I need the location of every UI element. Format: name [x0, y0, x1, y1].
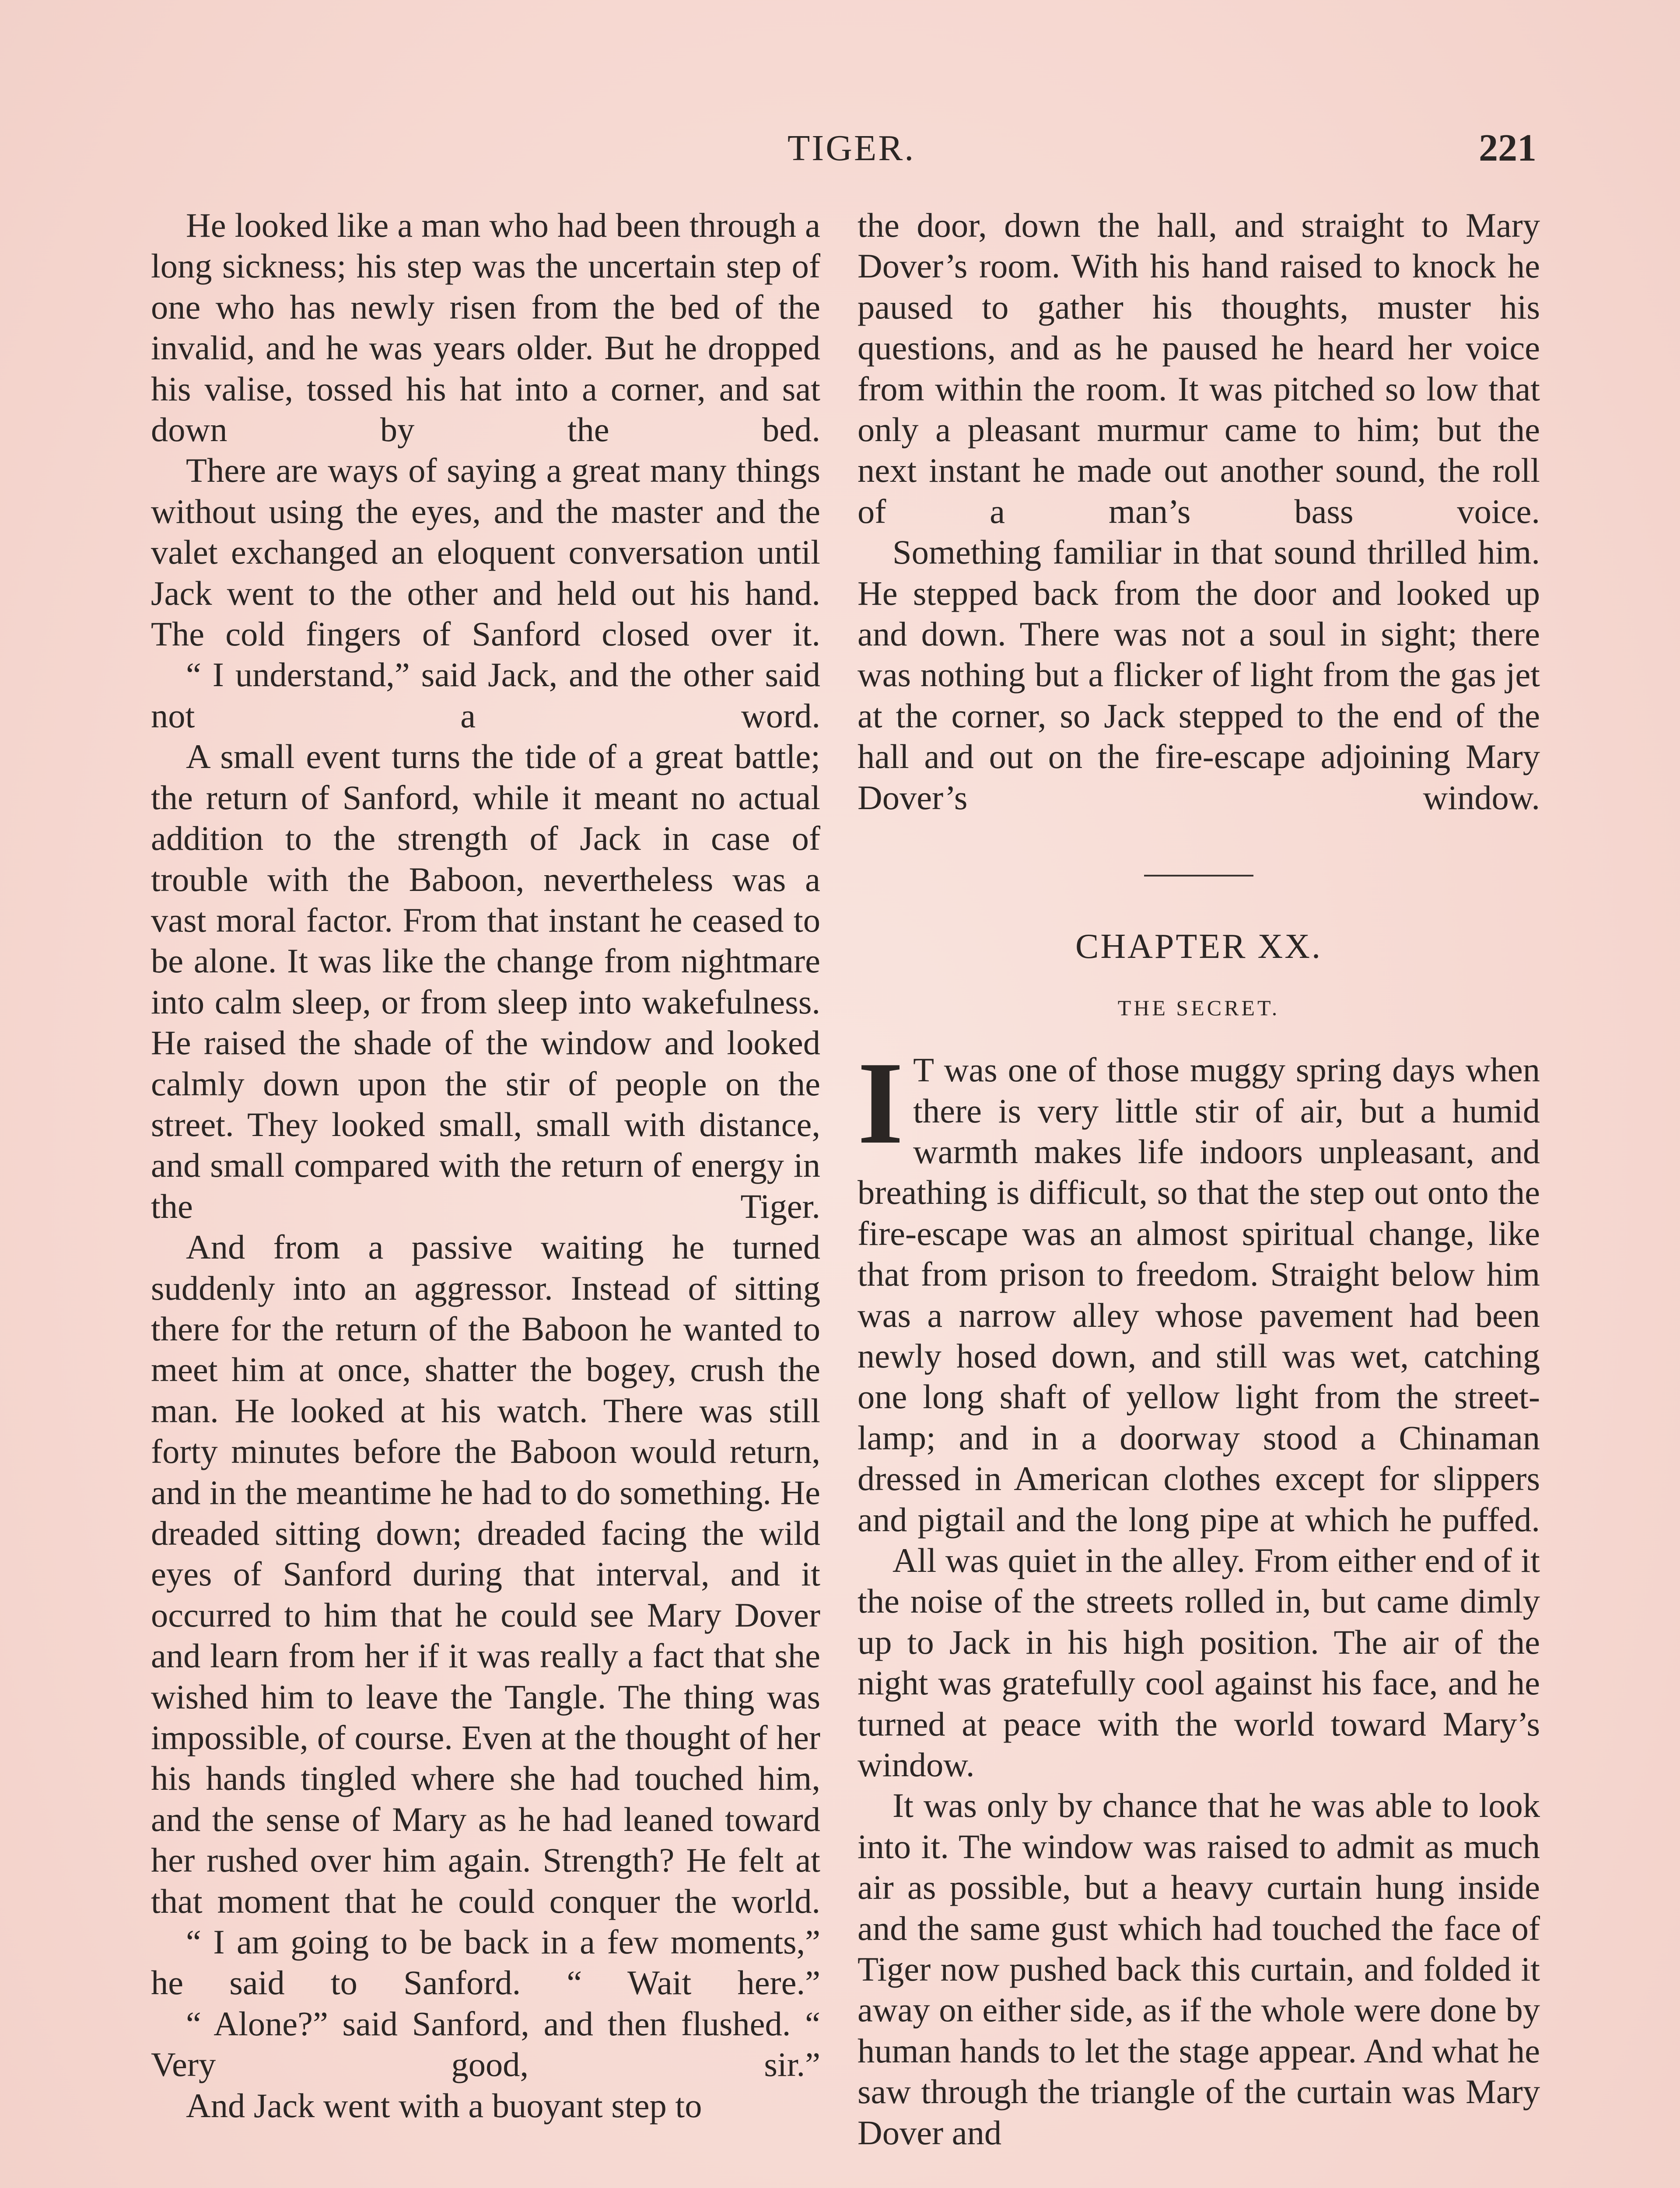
- paragraph: All was quiet in the alley. From either end of it the noise of the streets rolled in, but came dimly up to Jack in his high position. The air of the night was gratefully cool against his face, and he turned at peace with the world toward Mary’s window.: [858, 1541, 1540, 1784]
- chapter-title: CHAPTER XX.: [1075, 927, 1323, 966]
- paragraph: “ I understand,” said Jack, and the other said not a word.: [151, 656, 820, 735]
- paragraph: There are ways of saying a great many things without using the eyes, and the master and the valet exchanged an eloquent conversation until Jack went to the other and held out his hand. The cold fingers of Sanford closed over it.: [151, 451, 820, 653]
- drop-cap: I: [858, 1038, 904, 1169]
- chapter-opening-paragraph: [858, 1038, 1540, 1540]
- page-number: 221: [1479, 127, 1536, 169]
- chapter-body: [858, 1038, 1540, 2153]
- paragraph: the door, down the hall, and straight to Mary Dover’s room. With his hand raised to knock he paused to gather his thoughts, muster his questions, and as he paused he heard her voice from within the room. It was pitched so low that only a pleasant murmur came to him; but the next instant he made out another sound, the roll of a man’s bass voice.: [858, 206, 1540, 530]
- running-head: TIGER.: [788, 128, 916, 168]
- paragraph: “ I am going to be back in a few moments,” he said to Sanford. “ Wait here.”: [151, 1923, 820, 2002]
- paragraph: He looked like a man who had been through a long sickness; his step was the uncertain step of one who has newly risen from the bed of the invalid, and he was years older. But he dropped his valise, tossed his hat into a corner, and sat down by the bed.: [151, 206, 820, 449]
- left-column: [151, 205, 820, 2126]
- paragraph: “ Alone?” said Sanford, and then flushed. “ Very good, sir.”: [151, 2004, 820, 2084]
- paragraph: And Jack went with a buoyant step to: [186, 2086, 702, 2125]
- opening-text: T was one of those muggy spring days when there is very little stir of air, but a humid warmth makes life indoors unpleasant, and breathing is difficult, so that the step out onto the fire-escape was an almost spiritual change, like that from prison to freedom. Straight below him was a narrow alley whose pavement had been newly hosed down, and still was wet, catching one long shaft of yellow light from the street-lamp; and in a doorway stood a Chinaman dressed in American clothes except for slippers and pigtail and the long pipe at which he puffed.: [858, 1051, 1540, 1539]
- chapter-subtitle: THE SECRET.: [1117, 996, 1280, 1020]
- paragraph: And from a passive waiting he turned suddenly into an aggressor. Instead of sitting there for the return of the Baboon he wanted to meet him at once, shatter the bogey, crush the man. He looked at his watch. There was still forty minutes before the Baboon would return, and in the meantime he had to do something. He dreaded sitting down; dreaded facing the wild eyes of Sanford during that interval, and it occurred to him that he could see Mary Dover and learn from her if it was really a fact that she wished him to leave the Tangle. The thing was impossible, of course. Even at the thought of her his hands tingled where she had touched him, and the sense of Mary as he had leaned toward her rushed over him again. Strength? He felt at that moment that he could conquer the world.: [151, 1228, 820, 1920]
- section-divider: [1144, 875, 1253, 877]
- paragraph: Something familiar in that sound thrilled him. He stepped back from the door and looked up and down. There was not a soul in sight; there was nothing but a flicker of light from the gas jet at the corner, so Jack stepped to the end of the hall and out on the fire-escape adjoining Mary Dover’s window.: [858, 533, 1540, 817]
- paragraph: It was only by chance that he was able to look into it. The window was raised to admit as much air as possible, but a heavy curtain hung inside and the same gust which had touched the face of Tiger now pushed back this curtain, and folded it away on either side, as if the whole were done by human hands to let the stage appear. And what he saw through the triangle of the curtain was Mary Dover and: [858, 1786, 1540, 2152]
- paragraph: A small event turns the tide of a great battle; the return of Sanford, while it meant no actual addition to the strength of Jack in case of trouble with the Baboon, nevertheless was a vast moral factor. From that instant he ceased to be alone. It was like the change from nightmare into calm sleep, or from sleep into wakefulness. He raised the shade of the window and looked calmly down upon the stir of people on the street. They looked small, small with distance, and small compared with the return of energy in the Tiger.: [151, 737, 820, 1225]
- right-column: [858, 205, 1540, 2153]
